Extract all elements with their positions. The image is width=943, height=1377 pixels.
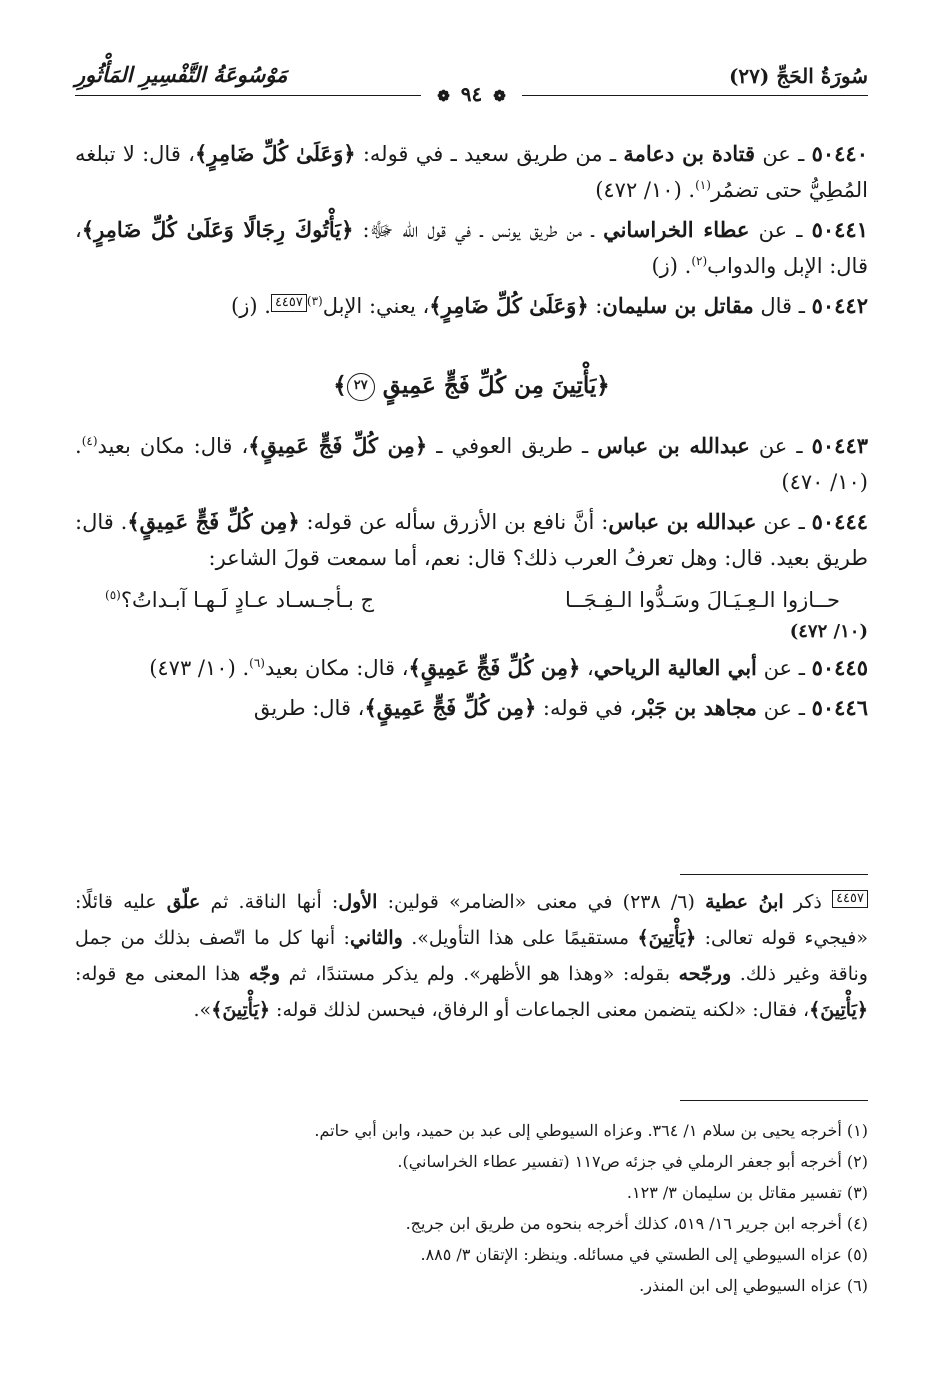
quran-quote: ﴿يَأْتُوكَ رِجَالًا وَعَلَىٰ كُلِّ ضَامِرٍ﴾ bbox=[81, 217, 354, 242]
narration-entry bbox=[75, 288, 868, 324]
text: بقوله: «وهذا هو الأظهر». ولم يذكر مستندًا، ثم bbox=[280, 963, 679, 985]
ornament-icon: ❁ bbox=[493, 87, 506, 105]
narrator-name: أبي العالية الرياحي bbox=[593, 655, 757, 680]
entry-number: ٥٠٤٤٦ bbox=[811, 695, 868, 720]
quran-quote: ﴿يَأْتِينَ﴾ bbox=[211, 999, 271, 1021]
text-bold: الأول bbox=[338, 891, 378, 913]
narrator-name: قتادة بن دعامة bbox=[623, 141, 756, 166]
footnote: (٤) أخرجه ابن جرير ١٦/ ٥١٩، كذلك أخرجه بنحوه من طريق ابن جريج. bbox=[405, 1214, 868, 1233]
entry-number: ٥٠٤٤٣ bbox=[811, 433, 869, 458]
entry-number: ٥٠٤٤٤ bbox=[811, 509, 869, 534]
narrator-name: عبدالله بن عباس bbox=[597, 433, 750, 458]
quran-quote: ﴿مِن كُلِّ فَجٍّ عَمِيقٍ﴾ bbox=[248, 433, 428, 458]
narration-entry bbox=[75, 212, 868, 284]
footnote: (٢) أخرجه أبو جعفر الرملي في جزئه ص١١٧ (تفسير عطاء الخراساني). bbox=[397, 1152, 868, 1171]
footnotes-rule bbox=[680, 1100, 868, 1101]
text: ، قال: طريق bbox=[253, 696, 365, 720]
ornament-icon: ❁ bbox=[437, 87, 450, 105]
footnote-marker: (٣) bbox=[306, 294, 323, 308]
text-bold: علّق bbox=[166, 891, 201, 913]
narration-entry bbox=[75, 136, 868, 208]
text: ـ عن bbox=[756, 510, 812, 534]
text: ، قال: مكان بعيد bbox=[264, 656, 409, 680]
footnote: (٥) عزاه السيوطي إلى الطستي في مسائله. وينظر: الإتقان ٣/ ٨٨٥. bbox=[420, 1245, 868, 1264]
text: ـ عن bbox=[756, 656, 812, 680]
narrator-name: عبدالله بن عباس bbox=[608, 509, 757, 534]
text: ـ من طريق يونس ـ في قول الله ﷻ: bbox=[353, 218, 604, 242]
commentary-block bbox=[75, 884, 868, 1028]
entry-number: ٥٠٤٤٠ bbox=[811, 141, 868, 166]
reference: . (ز) bbox=[651, 254, 692, 278]
text: ـ عن bbox=[749, 218, 812, 242]
text: ـ من طريق سعيد ـ في قوله: bbox=[355, 142, 624, 166]
commentary-marker: ٤٤٥٧ bbox=[832, 890, 868, 908]
text: ذكر bbox=[783, 891, 833, 913]
text: : bbox=[588, 294, 603, 318]
quran-quote: ﴿وَعَلَىٰ كُلِّ ضَامِرٍ﴾ bbox=[194, 141, 356, 166]
reference: . (١٠/ ٤٧٣) bbox=[149, 656, 250, 680]
footnote: (٣) تفسير مقاتل بن سليمان ٣/ ١٢٣. bbox=[626, 1183, 868, 1202]
text-bold: وجّه bbox=[248, 963, 281, 985]
footnote-marker: (٦) bbox=[249, 656, 265, 670]
page-number-block bbox=[75, 82, 868, 106]
text: عليه قائلًا: «فيجيء قوله تعالى: bbox=[75, 891, 868, 949]
quran-quote: ﴿يَأْتِينَ﴾ bbox=[637, 927, 697, 949]
commentary-marker: ٤٤٥٧ bbox=[271, 294, 307, 312]
narration-entry bbox=[75, 690, 868, 726]
quran-quote: ﴿يَأْتِينَ﴾ bbox=[809, 999, 868, 1021]
narrator-name: مجاهد بن جَبْر bbox=[636, 695, 757, 720]
footnote-marker: (١) bbox=[695, 178, 711, 192]
running-header bbox=[75, 62, 868, 120]
text: ـ عن bbox=[755, 142, 812, 166]
reference: . (١٠/ ٤٧٢) bbox=[595, 178, 696, 202]
commentary-rule bbox=[680, 874, 868, 875]
text: ، قال: الإبل والدواب bbox=[75, 218, 868, 278]
text: ». bbox=[193, 999, 212, 1021]
quran-quote: ﴿مِن كُلِّ فَجٍّ عَمِيقٍ﴾ bbox=[408, 655, 581, 680]
reference: . (ز) bbox=[231, 294, 271, 318]
surah-title: سُورَةُ الحَجِّ (٢٧) bbox=[728, 64, 868, 88]
ayah-number-icon: ٢٧ bbox=[347, 373, 375, 401]
poem-verse bbox=[75, 582, 868, 618]
main-text bbox=[75, 136, 868, 730]
footnote-marker: (٤) bbox=[81, 434, 98, 448]
narration-entry bbox=[75, 504, 868, 576]
book-title: مَوْسُوعَةُ التَّفْسِيرِ المَأْثُورِ bbox=[75, 62, 288, 87]
text: : أنَّ نافع بن الأزرق سأله عن قوله: bbox=[299, 510, 609, 534]
narrator-name: مقاتل بن سليمان bbox=[602, 293, 754, 318]
entry-number: ٥٠٤٤١ bbox=[811, 217, 868, 242]
poem-hemistich: حــازوا الـعِـيَـالَ وسَـدُّوا الـفِـجَــا bbox=[565, 588, 840, 612]
ayah-close-bracket: ﴾ bbox=[333, 372, 347, 399]
quran-quote: ﴿مِن كُلِّ فَجٍّ عَمِيقٍ﴾ bbox=[127, 509, 300, 534]
narration-entry bbox=[75, 428, 868, 500]
footnotes bbox=[75, 1115, 868, 1301]
text: : أنها كل ما اتّصف بذلك من جمل وناقة وغير ذلك. bbox=[75, 927, 868, 985]
text: . قال: طريق بعيد. قال: وهل تعرفُ العرب ذلك؟ قال: نعم، أما سمعت قولَ الشاعر: bbox=[75, 510, 868, 570]
text: ، يعني: الإبل bbox=[322, 294, 430, 318]
entry-number: ٥٠٤٤٢ bbox=[811, 293, 868, 318]
text: ، فقال: «لكنه يتضمن معنى الجماعات أو الرفاق، فيحسن لذلك قوله: bbox=[270, 999, 810, 1021]
text: ، قال: مكان بعيد bbox=[97, 434, 249, 458]
poem-hemistich-wrap bbox=[105, 582, 374, 618]
narrator-name: عطاء الخراساني bbox=[603, 217, 750, 242]
text-bold: ابنُ عطية bbox=[705, 891, 784, 913]
text: ـ طريق العوفي ـ bbox=[427, 434, 598, 458]
quran-quote: ﴿مِن كُلِّ فَجٍّ عَمِيقٍ﴾ bbox=[364, 695, 537, 720]
reference: . (١٠/ ٤٧٠) bbox=[75, 434, 868, 494]
text-bold: ورجّحه bbox=[678, 963, 732, 985]
text-bold: والثاني bbox=[349, 927, 403, 949]
text: : أنها الناقة. ثم bbox=[200, 891, 339, 913]
footnote: (١) أخرجه يحيى بن سلام ١/ ٣٦٤. وعزاه السيوطي إلى عبد بن حميد، وابن أبي حاتم. bbox=[314, 1121, 868, 1140]
text: (٦/ ٢٣٨) في معنى «الضامر» قولين: bbox=[377, 891, 706, 913]
ayah-text: ﴿يَأْتِينَ مِن كُلِّ فَجٍّ عَمِيقٍ bbox=[382, 372, 610, 399]
poem-hemistich: ج بـأجـسـاد عـادٍ لَـهـا آبـداتُ؟ bbox=[120, 588, 375, 612]
footnote: (٦) عزاه السيوطي إلى ابن المنذر. bbox=[639, 1276, 868, 1295]
text: ـ عن bbox=[756, 696, 812, 720]
quran-quote: ﴿وَعَلَىٰ كُلِّ ضَامِرٍ﴾ bbox=[429, 293, 589, 318]
text: ـ عن bbox=[749, 434, 812, 458]
entry-number: ٥٠٤٤٥ bbox=[811, 655, 868, 680]
text: مستقيمًا على هذا التأويل». bbox=[402, 927, 638, 949]
page-number: ٩٤ bbox=[460, 82, 483, 106]
text: هذا المعنى مع قوله: bbox=[75, 963, 249, 985]
footnote-marker: (٥) bbox=[105, 588, 121, 602]
text: ، في قوله: bbox=[536, 696, 637, 720]
text: ، bbox=[580, 656, 594, 680]
text: ، قال: لا تبلغه المُطِيُّ حتى تضمُر bbox=[75, 142, 868, 202]
text: ـ قال bbox=[753, 294, 812, 318]
ayah-heading bbox=[75, 368, 868, 404]
footnote-marker: (٢) bbox=[691, 254, 708, 268]
reference: (١٠/ ٤٧٢) bbox=[789, 621, 868, 642]
narration-entry bbox=[75, 650, 868, 686]
